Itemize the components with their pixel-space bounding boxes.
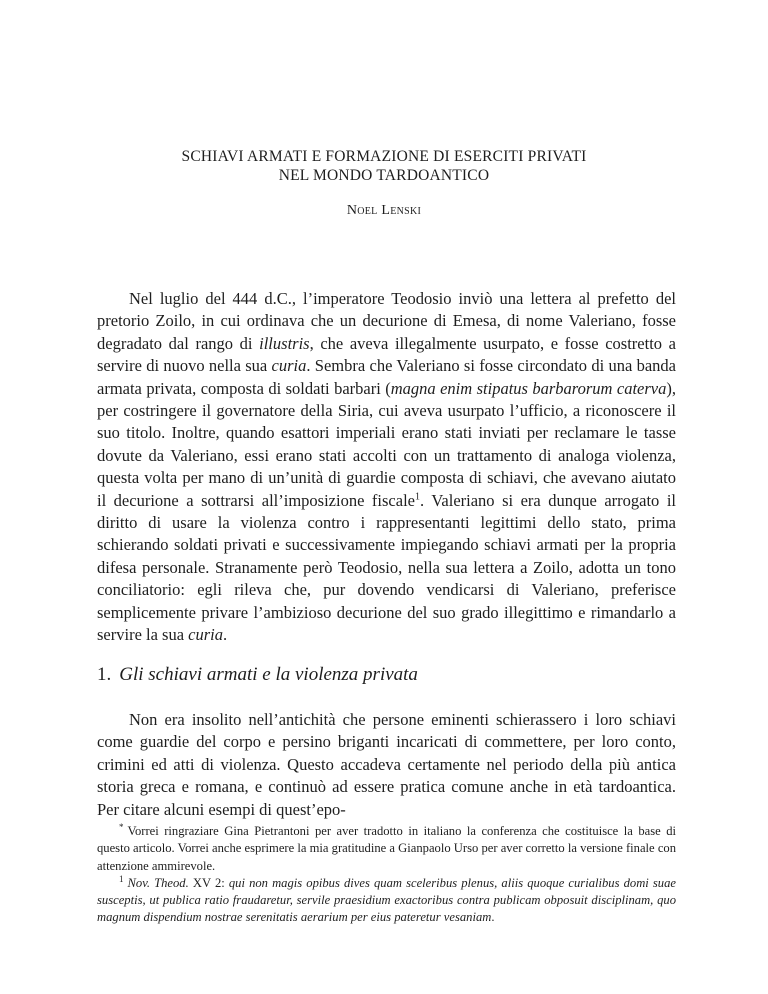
footnote-quote: qui non magis opibus dives quam sceleribus plenus, aliis quoque curialibus domi suae susceptis, ut publica ratio fraudaretur, servile praesidium exactoribus contra publicam obposuit disciplinam, quo magnum dispendium nostrae serenitatis aerarium per eius pateretur vesaniam xyxy=(97,875,676,925)
italic-quote: magna enim stipatus barbarorum caterva xyxy=(390,378,667,398)
footnotes xyxy=(97,823,676,927)
text-run: . Sembra che Valeriano si fosse circondato di una banda armata privata, composta di soldati barbari ( xyxy=(97,356,676,398)
article-title-line-1: SCHIAVI ARMATI E FORMAZIONE DI ESERCITI PRIVATI xyxy=(181,148,587,165)
paragraph-intro xyxy=(97,288,676,647)
footnote-acknowledgement xyxy=(97,823,676,875)
article-title-line-2: NEL MONDO TARDOANTICO xyxy=(278,167,490,184)
italic-term: curia xyxy=(188,625,224,645)
footnote-1-mark: 1 xyxy=(119,873,124,884)
footnote-star-mark: * xyxy=(119,821,124,832)
footnote-text: Vorrei ringraziare Gina Pietrantoni per aver tradotto in italiano la conferenza che costituisce la base di questo articolo. Vorrei anche esprimere la mia gratitudine a Gianpaolo Urso per aver corretto la versione finale con attenzione ammirevole. xyxy=(97,824,676,873)
footnote-1 xyxy=(97,875,676,927)
italic-term: curia xyxy=(271,356,307,376)
text-run: . xyxy=(223,625,228,645)
text-run: Nel luglio del 444 d.C., l’imperatore Teodosio inviò una lettera al prefetto del pretorio Zoilo, in cui ordinava che un decurione di Emesa, di nome Valeriano, fosse degradato dal rango di xyxy=(97,289,676,353)
text-run: ), per costringere il governatore della Siria, cui aveva usurpato l’ufficio, a riconoscere il suo titolo. Inoltre, quando esattori imperiali erano stati inviati per reclamare le tasse dovute da Valeriano, essi erano stati accolti con un trattamento di analoga violenza, questa volta per mano di un’unità di guardie composta di schiavi, che avevano aiutato il decurione a sottrarsi all’imposizione fiscale xyxy=(97,378,676,510)
footnote-ref: XV 2: xyxy=(188,875,229,890)
text-run: , che aveva illegalmente usurpato, e fosse costretto a servire di nuovo nella sua xyxy=(97,333,676,376)
footnote-end: . xyxy=(491,910,495,925)
section-title: Gli schiavi armati e la violenza privata xyxy=(119,664,418,685)
italic-term: illustris xyxy=(259,333,310,353)
author-name: Noel Lenski xyxy=(346,203,422,218)
footnote-source: Nov. Theod. xyxy=(127,875,189,890)
paragraph-section-1: Non era insolito nell’antichità che persone eminenti schierassero i loro schiavi come guardie del corpo e persino briganti incaricati di commettere, per loro conto, crimini ed atti di violenza. Questo accadeva certamente nel periodo della più antica storia greca e romana, e continuò ad essere pratica comune anche in età tardoantica. Per citare alcuni esempi di quest’epo- xyxy=(97,710,676,819)
footnote-reference-1[interactable]: 1 xyxy=(414,491,420,503)
text-run: . Valeriano si era dunque arrogato il diritto di usare la violenza contro i rappresentanti legittimi dello stato, prima schierando soldati privati e successivamente impiegando schiavi armati per la propria difesa personale. Stranamente però Teodosio, nella sua lettera a Zoilo, adotta un tono conciliatorio: egli rileva che, pur dovendo vendicarsi di Valeriano, preferisce semplicemente privare l’ambizioso decurione del suo grado illegittimo e rimandarlo a servire la sua xyxy=(97,490,676,645)
section-number: 1. xyxy=(97,664,112,685)
section-heading xyxy=(97,663,418,687)
